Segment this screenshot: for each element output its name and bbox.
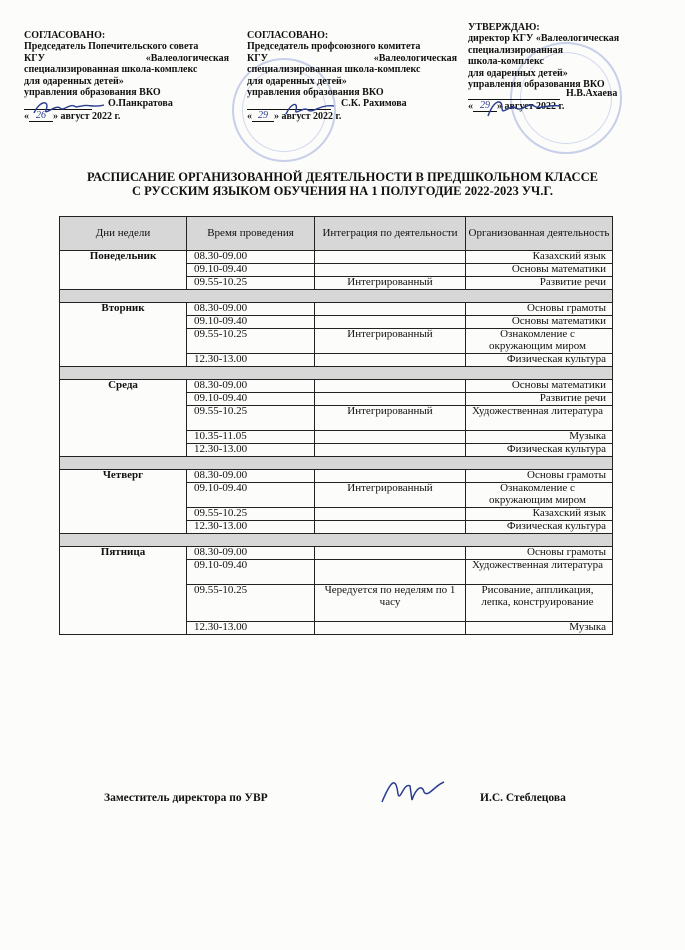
activity-cell: Художественная литература xyxy=(466,560,613,585)
table-row xyxy=(60,380,613,393)
signature-line xyxy=(247,98,457,109)
approval-section xyxy=(0,0,685,160)
time-cell: 08.30-09.00 xyxy=(187,547,315,560)
schedule-table xyxy=(59,216,613,635)
time-cell: 12.30-13.00 xyxy=(187,622,315,635)
activity-cell: Физическая культура xyxy=(466,521,613,534)
activity-cell: Основы математики xyxy=(466,380,613,393)
time-cell: 09.55-10.25 xyxy=(187,406,315,431)
approval-date: « 29 » август 2022 г. xyxy=(468,99,565,112)
table-header-row xyxy=(60,217,613,251)
integration-cell: Интегрированный xyxy=(315,329,466,354)
date-day: 29 xyxy=(252,110,274,122)
approval-date: « 29 » август 2022 г. xyxy=(247,109,342,122)
time-cell: 08.30-09.00 xyxy=(187,251,315,264)
separator-cell xyxy=(60,290,613,303)
approval-date: « 26 » август 2022 г. xyxy=(24,109,121,122)
column-header: Дни недели xyxy=(60,217,187,251)
signatory-name: Н.В.Ахаева xyxy=(566,88,618,100)
integration-cell xyxy=(315,547,466,560)
day-cell: Понедельник xyxy=(60,251,187,290)
approval-line: специализированная xyxy=(468,44,564,56)
title-line: С РУССКИМ ЯЗЫКОМ ОБУЧЕНИЯ НА 1 ПОЛУГОДИЕ 2022-2023 УЧ.Г. xyxy=(131,184,554,198)
time-cell: 08.30-09.00 xyxy=(187,470,315,483)
approval-heading: СОГЛАСОВАНО: xyxy=(247,30,329,41)
separator-cell xyxy=(60,367,613,380)
time-cell: 09.55-10.25 xyxy=(187,585,315,622)
handwritten-signature xyxy=(378,776,448,806)
integration-cell: Интегрированный xyxy=(315,483,466,508)
activity-cell: Музыка xyxy=(466,431,613,444)
time-cell: 10.35-11.05 xyxy=(187,431,315,444)
day-cell: Четверг xyxy=(60,470,187,534)
time-cell: 09.55-10.25 xyxy=(187,508,315,521)
day-separator-row xyxy=(60,290,613,303)
handwritten-signature xyxy=(484,94,564,122)
day-separator-row xyxy=(60,534,613,547)
time-cell: 08.30-09.00 xyxy=(187,380,315,393)
approval-heading: СОГЛАСОВАНО: xyxy=(24,30,106,41)
approval-line: для одаренных детей» xyxy=(468,67,568,79)
day-separator-row xyxy=(60,367,613,380)
approval-line: управления образования ВКО xyxy=(24,87,161,99)
handwritten-signature xyxy=(280,98,340,120)
approval-line: Председатель профсоюзного комитета xyxy=(247,41,421,53)
integration-cell xyxy=(315,508,466,521)
activity-cell: Основы грамоты xyxy=(466,470,613,483)
approval-line: Председатель Попечительского совета xyxy=(24,41,199,53)
integration-cell xyxy=(315,354,466,367)
time-cell: 12.30-13.00 xyxy=(187,521,315,534)
activity-cell: Казахский язык xyxy=(466,508,613,521)
approval-block-trade-union xyxy=(247,30,457,122)
time-cell: 12.30-13.00 xyxy=(187,444,315,457)
activity-cell: Основы грамоты xyxy=(466,547,613,560)
document-title xyxy=(0,170,685,198)
day-separator-row xyxy=(60,457,613,470)
integration-cell xyxy=(315,622,466,635)
day-cell: Пятница xyxy=(60,547,187,635)
approval-line: управления образования ВКО xyxy=(247,87,384,99)
table-row xyxy=(60,470,613,483)
activity-cell: Физическая культура xyxy=(466,444,613,457)
approval-line: директор КГУ «Валеологическая xyxy=(468,33,620,45)
integration-cell xyxy=(315,521,466,534)
time-cell: 08.30-09.00 xyxy=(187,303,315,316)
integration-cell xyxy=(315,393,466,406)
activity-cell: Основы математики xyxy=(466,264,613,277)
approval-line: управления образования ВКО xyxy=(468,79,605,91)
activity-cell: Основы грамоты xyxy=(466,303,613,316)
separator-cell xyxy=(60,457,613,470)
date-day: 26 xyxy=(29,110,53,122)
approval-heading: УТВЕРЖДАЮ: xyxy=(468,22,540,33)
time-cell: 09.10-09.40 xyxy=(187,560,315,585)
integration-cell xyxy=(315,560,466,585)
integration-cell: Интегрированный xyxy=(315,277,466,290)
time-cell: 09.10-09.40 xyxy=(187,393,315,406)
activity-cell: Развитие речи xyxy=(466,277,613,290)
activity-cell: Основы математики xyxy=(466,316,613,329)
approval-line: КГУ «Валеологическая xyxy=(247,52,457,64)
signatory-name: С.К. Рахимова xyxy=(341,98,407,110)
footer-role: Заместитель директора по УВР xyxy=(104,792,268,804)
approval-line: для одаренных детей» xyxy=(24,75,124,87)
integration-cell xyxy=(315,444,466,457)
integration-cell xyxy=(315,303,466,316)
handwritten-signature xyxy=(30,98,110,120)
approval-line: для одаренных детей» xyxy=(247,75,347,87)
column-header: Интеграция по деятельности xyxy=(315,217,466,251)
table-row xyxy=(60,251,613,264)
footer-name: И.С. Стеблецова xyxy=(480,792,566,804)
approval-line: специализированная школа-комплекс xyxy=(24,64,198,76)
activity-cell: Ознакомление с окружающим миром xyxy=(466,483,613,508)
time-cell: 09.55-10.25 xyxy=(187,277,315,290)
column-header: Организованная деятельность xyxy=(466,217,613,251)
activity-cell: Развитие речи xyxy=(466,393,613,406)
title-line: РАСПИСАНИЕ ОРГАНИЗОВАННОЙ ДЕЯТЕЛЬНОСТИ В ПРЕДШКОЛЬНОМ КЛАССЕ xyxy=(87,170,598,184)
integration-cell xyxy=(315,431,466,444)
approval-line: КГУ «Валеологическая xyxy=(24,52,229,64)
time-cell: 09.10-09.40 xyxy=(187,264,315,277)
separator-cell xyxy=(60,534,613,547)
column-header: Время проведения xyxy=(187,217,315,251)
integration-cell xyxy=(315,264,466,277)
approval-line: специализированная школа-комплекс xyxy=(247,64,421,76)
integration-cell xyxy=(315,251,466,264)
approval-line: школа-комплекс xyxy=(468,56,544,68)
integration-cell: Чередуется по неделям по 1 часу xyxy=(315,585,466,622)
activity-cell: Музыка xyxy=(466,622,613,635)
activity-cell: Ознакомление с окружающим миром xyxy=(466,329,613,354)
date-day: 29 xyxy=(473,100,497,112)
day-cell: Вторник xyxy=(60,303,187,367)
activity-cell: Художественная литература xyxy=(466,406,613,431)
integration-cell xyxy=(315,470,466,483)
signatory-name: О.Панкратова xyxy=(108,98,173,110)
integration-cell xyxy=(315,380,466,393)
time-cell: 12.30-13.00 xyxy=(187,354,315,367)
day-cell: Среда xyxy=(60,380,187,457)
table-row xyxy=(60,547,613,560)
integration-cell xyxy=(315,316,466,329)
time-cell: 09.10-09.40 xyxy=(187,483,315,508)
integration-cell: Интегрированный xyxy=(315,406,466,431)
table-row xyxy=(60,303,613,316)
activity-cell: Казахский язык xyxy=(466,251,613,264)
time-cell: 09.10-09.40 xyxy=(187,316,315,329)
time-cell: 09.55-10.25 xyxy=(187,329,315,354)
activity-cell: Рисование, аппликация, лепка, конструирование xyxy=(466,585,613,622)
activity-cell: Физическая культура xyxy=(466,354,613,367)
